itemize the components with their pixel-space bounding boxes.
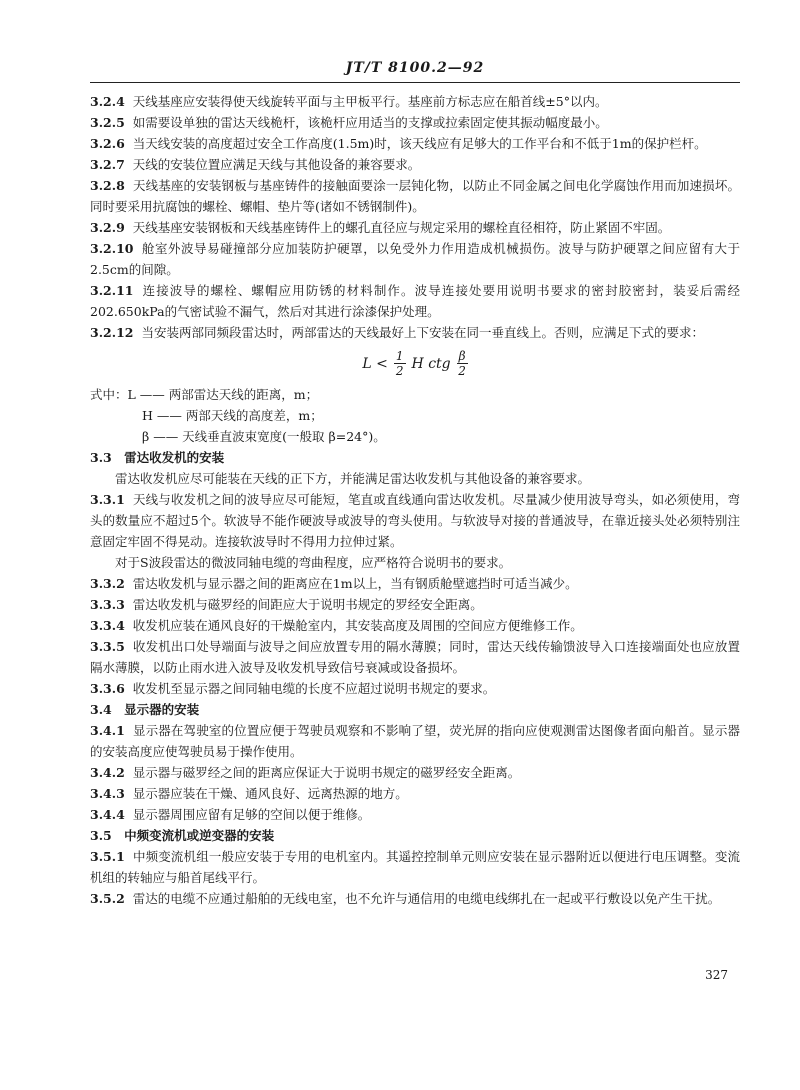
clause-number: 3.2.7	[90, 157, 125, 172]
section-intro: 雷达收发机应尽可能装在天线的正下方，并能满足雷达收发机与其他设备的兼容要求。	[115, 471, 591, 486]
clause-number: 3.2.8	[90, 178, 125, 193]
section-note: 对于S波段雷达的微波同轴电缆的弯曲程度，应严格符合说明书的要求。	[115, 555, 512, 570]
section-number: 3.4	[90, 702, 112, 717]
clause-text: 收发机应装在通风良好的干燥舱室内，其安装高度及周围的空间应方便维修工作。	[132, 618, 583, 633]
definition-line: β —— 天线垂直波束宽度(一般取 β=24°)。	[142, 429, 386, 444]
clause-paragraph	[90, 238, 740, 280]
formula	[90, 349, 740, 378]
clause-text: 如需要设单独的雷达天线桅杆，该桅杆应用适当的支撑或拉索固定使其振动幅度最小。	[132, 115, 608, 130]
clause-paragraph	[90, 678, 740, 699]
document-page	[90, 60, 740, 909]
clauses-3-3b	[90, 573, 740, 699]
clause-paragraph	[90, 112, 740, 133]
clause-text: 收发机出口处导端面与波导之间应放置专用的隔水薄膜；同时，雷达天线传输馈波导入口连接端面处也应放置隔水薄膜，以防止雨水进入波导及收发机导致信号衰减或设备损坏。	[90, 639, 740, 675]
clause-number: 3.3.1	[90, 492, 125, 507]
formula-fraction-2-top: β	[458, 349, 466, 363]
clause-paragraph	[90, 573, 740, 594]
clause-paragraph	[90, 175, 740, 217]
clause-paragraph	[90, 594, 740, 615]
clauses-3-2	[90, 91, 740, 343]
formula-fraction-1-top: 1	[395, 349, 404, 363]
clause-number: 3.2.11	[90, 283, 134, 298]
clauses-3-4	[90, 720, 740, 825]
clause-paragraph	[90, 280, 740, 322]
clause-text: 天线与收发机之间的波导应尽可能短，笔直或直线通向雷达收发机。尽量减少使用波导弯头，如必须使用，弯头的数量应不超过5个。软波导不能作硬波导或波导的弯头使用。与软波导对接的普通波导，在靠近接头处必须特别注意固定牢固不得晃动。连接软波导时不得用力拉伸过紧。	[90, 492, 740, 549]
clauses-3-3a	[90, 489, 740, 552]
clause-number: 3.2.9	[90, 220, 125, 235]
clause-paragraph	[90, 783, 740, 804]
clause-number: 3.3.5	[90, 639, 125, 654]
clause-paragraph	[90, 846, 740, 888]
clause-number: 3.5.2	[90, 891, 125, 906]
document-header: JT/T 8100.2—92	[90, 60, 740, 83]
clause-number: 3.2.5	[90, 115, 125, 130]
clause-number: 3.5.1	[90, 849, 125, 864]
clause-text: 当天线安装的高度超过安全工作高度(1.5m)时，该天线应有足够大的工作平台和不低于1m的保护栏杆。	[132, 136, 707, 151]
clause-paragraph	[90, 804, 740, 825]
clause-text: 雷达收发机与显示器之间的距离应在1m以上，当有钢质舱壁遮挡时可适当减少。	[132, 576, 578, 591]
clause-text: 显示器与磁罗经之间的距离应保证大于说明书规定的磁罗经安全距离。	[132, 765, 521, 780]
clause-paragraph	[90, 762, 740, 783]
clause-paragraph	[90, 615, 740, 636]
clauses-3-5	[90, 846, 740, 909]
formula-fraction-1	[394, 349, 406, 378]
clause-paragraph	[90, 888, 740, 909]
clause-text: 天线基座应安装得使天线旋转平面与主甲板平行。基座前方标志应在船首线±5°以内。	[132, 94, 608, 109]
clause-text: 中频变流机组一般应安装于专用的电机室内。其遥控控制单元则应安装在显示器附近以便进行电压调整。变流机组的转轴应与船首尾线平行。	[90, 849, 740, 885]
section-heading-3-4	[90, 699, 740, 720]
section-heading-3-5	[90, 825, 740, 846]
formula-mid: H ctg	[411, 355, 451, 372]
section-title: 显示器的安装	[124, 702, 200, 717]
clause-number: 3.3.3	[90, 597, 125, 612]
clause-text: 天线基座的安装钢板与基座铸件的接触面要涂一层钝化物，以防止不同金属之间电化学腐蚀作用而加速损坏。同时要采用抗腐蚀的螺栓、螺帽、垫片等(诸如不锈钢制件)。	[90, 178, 740, 214]
clause-number: 3.4.1	[90, 723, 125, 738]
clause-number: 3.2.12	[90, 325, 134, 340]
clause-number: 3.3.2	[90, 576, 125, 591]
clause-number: 3.2.6	[90, 136, 125, 151]
formula-lhs: L <	[362, 355, 388, 372]
formula-fraction-1-bottom: 2	[395, 364, 404, 378]
clause-number: 3.2.10	[90, 241, 134, 256]
clause-text: 舱室外波导易碰撞部分应加装防护硬罩，以免受外力作用造成机械损伤。波导与防护硬罩之间应留有大于2.5cm的间隙。	[90, 241, 740, 277]
section-heading-3-3	[90, 447, 740, 468]
clause-paragraph	[90, 322, 740, 343]
definition-line: 式中：L —— 两部雷达天线的距离，m；	[90, 387, 319, 402]
formula-fraction-2	[457, 349, 468, 378]
clause-text: 天线基座安装钢板和天线基座铸件上的螺孔直径应与规定采用的螺栓直径相符，防止紧固不牢固。	[132, 220, 671, 235]
clause-paragraph	[90, 217, 740, 238]
clause-text: 雷达收发机与磁罗经的间距应大于说明书规定的罗经安全距离。	[132, 597, 483, 612]
section-title: 雷达收发机的安装	[124, 450, 225, 465]
clause-paragraph	[90, 91, 740, 112]
clause-number: 3.4.3	[90, 786, 125, 801]
clause-number: 3.3.4	[90, 618, 125, 633]
clause-text: 当安装两部同频段雷达时，两部雷达的天线最好上下安装在同一垂直线上。否则，应满足下式的要求：	[141, 325, 705, 340]
clause-number: 3.4.4	[90, 807, 125, 822]
clause-paragraph	[90, 636, 740, 678]
clause-number: 3.2.4	[90, 94, 125, 109]
clause-paragraph	[90, 720, 740, 762]
clause-number: 3.3.6	[90, 681, 125, 696]
clause-text: 显示器在驾驶室的位置应便于驾驶员观察和不影响了望，荧光屏的指向应使观测雷达图像者面向船首。显示器的安装高度应使驾驶员易于操作使用。	[90, 723, 740, 759]
section-number: 3.3	[90, 450, 112, 465]
clause-paragraph	[90, 133, 740, 154]
page-number: 327	[705, 968, 728, 982]
clause-text: 收发机至显示器之间同轴电缆的长度不应超过说明书规定的要求。	[132, 681, 496, 696]
section-number: 3.5	[90, 828, 112, 843]
clause-text: 显示器应装在干燥、通风良好、远离热源的地方。	[132, 786, 408, 801]
definition-line: H —— 两部天线的高度差，m；	[142, 408, 323, 423]
clause-paragraph	[90, 154, 740, 175]
formula-fraction-2-bottom: 2	[458, 364, 466, 378]
clause-text: 连接波导的螺栓、螺帽应用防锈的材料制作。波导连接处要用说明书要求的密封胶密封，装妥后需经202.650kPa的气密试验不漏气，然后对其进行涂漆保护处理。	[90, 283, 740, 319]
clause-text: 显示器周围应留有足够的空间以便于维修。	[132, 807, 371, 822]
clause-text: 雷达的电缆不应通过船舶的无线电室，也不允许与通信用的电缆电线绑扎在一起或平行敷设以免产生干扰。	[132, 891, 721, 906]
clause-paragraph	[90, 489, 740, 552]
section-title: 中频变流机或逆变器的安装	[124, 828, 275, 843]
clause-number: 3.4.2	[90, 765, 125, 780]
clause-text: 天线的安装位置应满足天线与其他设备的兼容要求。	[132, 157, 421, 172]
